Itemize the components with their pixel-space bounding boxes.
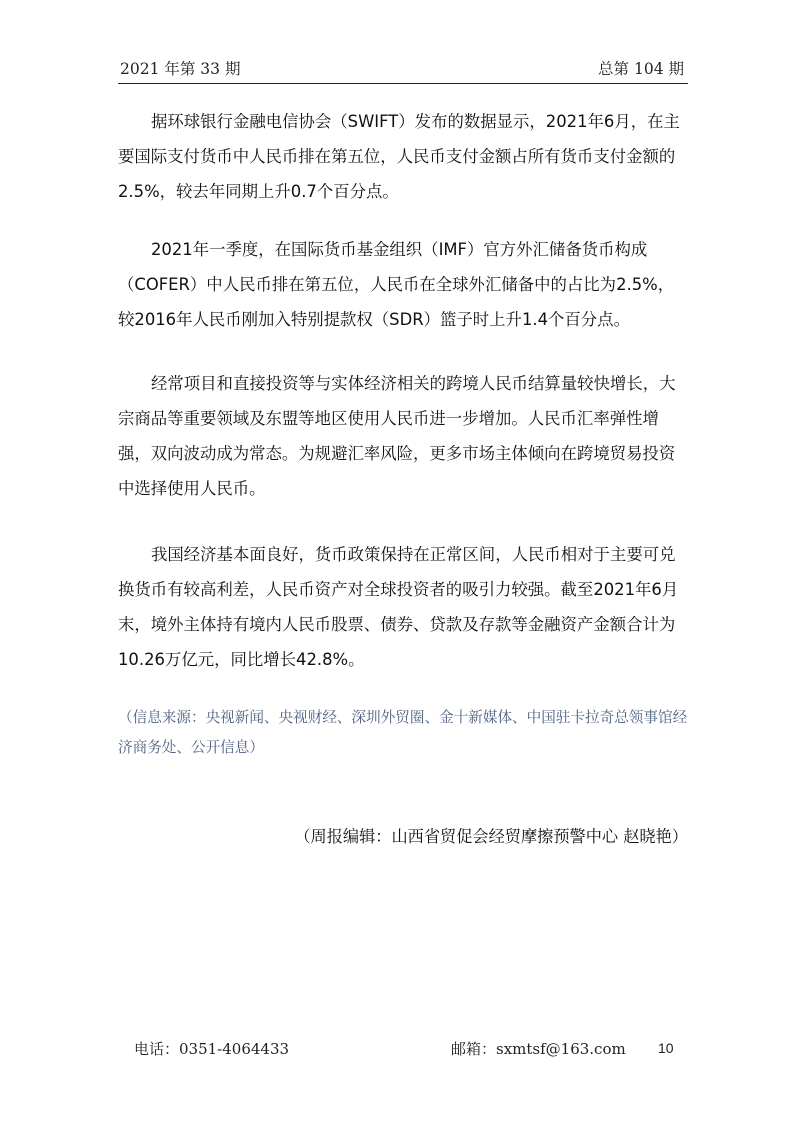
editor-note: （周报编辑：山西省贸促会经贸摩擦预警中心 赵晓艳） — [294, 827, 688, 846]
paragraph-swift: 据环球银行金融电信协会（SWIFT）发布的数据显示，2021年6月，在主要国际支付货币中人民币排在第五位，人民币支付金额占所有货币支付金额的2.5%，较去年同期上升0.7个百分点。 — [118, 112, 680, 201]
header-divider — [118, 83, 688, 84]
issue-number: 2021 年第 33 期 — [120, 60, 241, 78]
page-number: 10 — [658, 1040, 674, 1056]
total-issue-number: 总第 104 期 — [598, 60, 684, 78]
paragraph-imf-cofer: 2021年一季度，在国际货币基金组织（IMF）官方外汇储备货币构成（COFER）中人民币排在第五位，人民币在全球外汇储备中的占比为2.5%，较2016年人民币刚加入特别提款权（SDR）篮子时上升1.4个百分点。 — [118, 240, 675, 329]
source-note: （信息来源：央视新闻、央视财经、深圳外贸圈、金十新媒体、中国驻卡拉奇总领事馆经济商务处、公开信息） — [118, 709, 688, 756]
paragraph-cross-border-settlement: 经常项目和直接投资等与实体经济相关的跨境人民币结算量较快增长，大宗商品等重要领域及东盟等地区使用人民币进一步增加。人民币汇率弹性增强，双向波动成为常态。为规避汇率风险，更多市场主体倾向在跨境贸易投资中选择使用人民币。 — [118, 374, 676, 498]
page-header — [118, 57, 688, 83]
footer-email: 邮箱：sxmtsf@163.com — [451, 1040, 626, 1058]
paragraph-economic-fundamentals: 我国经济基本面良好，货币政策保持在正常区间，人民币相对于主要可兑换货币有较高利差，人民币资产对全球投资者的吸引力较强。截至2021年6月末，境外主体持有境内人民币股票、债券、贷款及存款等金融资产金额合计为10.26万亿元，同比增长42.8%。 — [118, 545, 679, 669]
footer-phone: 电话：0351-4064433 — [134, 1040, 290, 1058]
